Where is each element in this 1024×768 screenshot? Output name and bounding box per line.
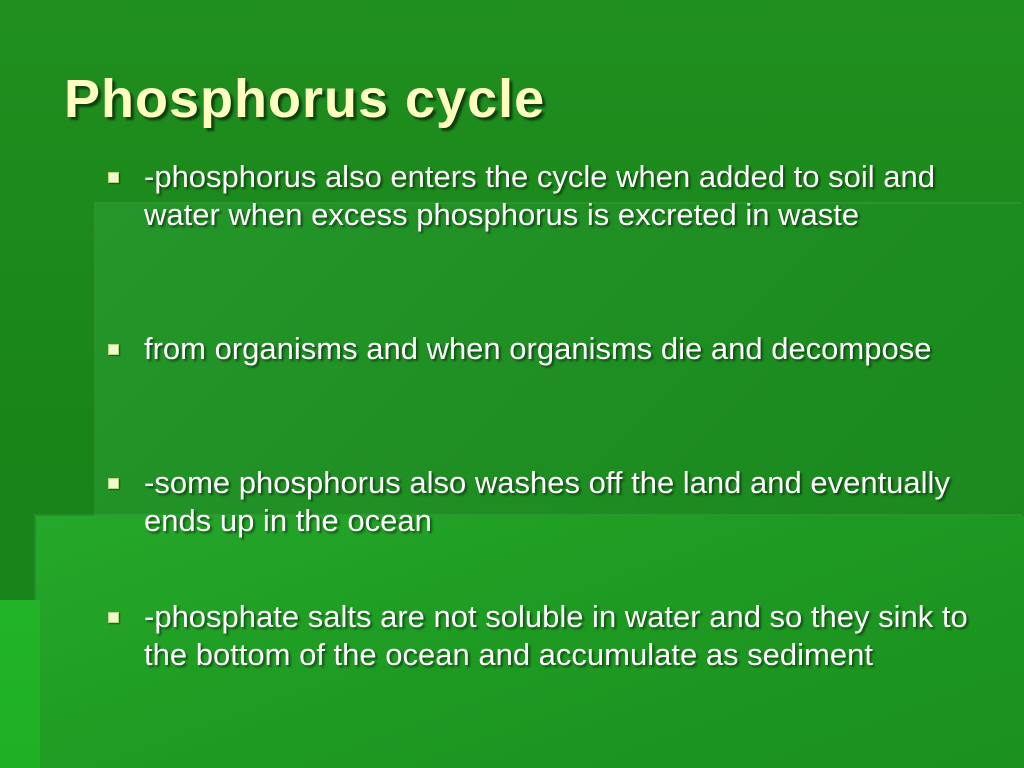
bullet-text: -phosphorus also enters the cycle when added to soil and water when excess phosphorus is excreted in waste: [144, 159, 935, 232]
square-bullet-icon: [108, 172, 119, 183]
bullet-text: -phosphate salts are not soluble in water and so they sink to the bottom of the ocean and accumulate as sediment: [144, 599, 968, 672]
bullet-item: [104, 598, 984, 712]
bullet-list: [104, 158, 984, 712]
bullet-item: [104, 158, 984, 272]
bullet-text: from organisms and when organisms die and decompose: [144, 331, 932, 366]
square-bullet-icon: [108, 344, 119, 355]
decorative-panel: [0, 600, 40, 768]
square-bullet-icon: [108, 612, 119, 623]
bullet-item: [104, 330, 984, 406]
square-bullet-icon: [108, 478, 119, 489]
slide-title: Phosphorus cycle: [64, 69, 546, 129]
bullet-text: -some phosphorus also washes off the land and eventually ends up in the ocean: [144, 465, 950, 538]
bullet-item: [104, 464, 984, 540]
